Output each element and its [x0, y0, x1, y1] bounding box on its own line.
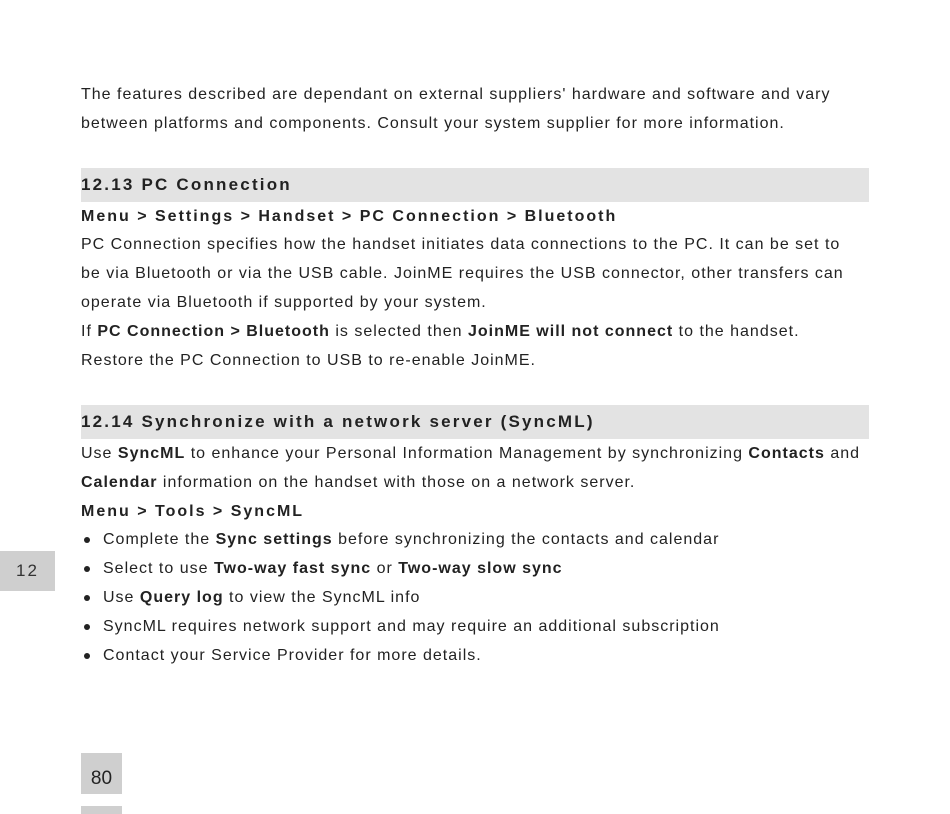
pc-connection-description — [81, 230, 871, 375]
text: before synchronizing the contacts and calendar — [332, 531, 720, 548]
page-number: 80 — [81, 753, 122, 794]
text: or — [371, 560, 399, 577]
text: to view the SyncML info — [223, 589, 421, 606]
body-line: be via Bluetooth or via the USB cable. JoinME requires the USB connector, other transfers can — [81, 265, 844, 282]
section-header-pc-connection: 12.13 PC Connection — [81, 168, 869, 202]
body-line: Restore the PC Connection to USB to re-enable JoinME. — [81, 352, 536, 369]
text: to the handset. — [673, 323, 800, 340]
bold-term: Sync settings — [215, 531, 333, 548]
list-item — [81, 525, 871, 554]
syncml-bullet-list — [81, 525, 871, 670]
menu-path-syncml: Menu > Tools > SyncML — [81, 503, 305, 520]
list-item — [81, 554, 871, 583]
list-item: SyncML requires network support and may require an additional subscription — [81, 612, 871, 641]
bold-term: JoinME will not connect — [467, 323, 674, 340]
text: Use — [81, 445, 118, 462]
list-item — [81, 583, 871, 612]
bold-term: Contacts — [748, 445, 825, 462]
text: is selected then — [329, 323, 468, 340]
body-line — [81, 468, 871, 497]
bold-term: Query log — [139, 589, 224, 606]
text: Use — [103, 589, 140, 606]
text: information on the handset with those on a network server. — [157, 474, 636, 491]
warning-line — [81, 317, 871, 346]
text: and — [824, 445, 861, 462]
bold-term: PC Connection > Bluetooth — [97, 323, 330, 340]
syncml-description — [81, 439, 871, 497]
bold-term: SyncML — [117, 445, 186, 462]
bold-term: Two-way fast sync — [213, 560, 372, 577]
intro-line: between platforms and components. Consult your system supplier for more information. — [81, 115, 785, 132]
text: to enhance your Personal Information Management by synchronizing — [185, 445, 749, 462]
section-header-syncml: 12.14 Synchronize with a network server (SyncML) — [81, 405, 869, 439]
body-line: operate via Bluetooth if supported by your system. — [81, 294, 487, 311]
intro-paragraph — [81, 80, 871, 138]
text: If — [81, 323, 98, 340]
chapter-tab: 12 — [0, 551, 55, 591]
bold-term: Two-way slow sync — [398, 560, 563, 577]
page-number-footer-block — [81, 806, 122, 814]
list-item: Contact your Service Provider for more details. — [81, 641, 871, 670]
text: Complete the — [103, 531, 216, 548]
body-line — [81, 439, 871, 468]
body-line: PC Connection specifies how the handset initiates data connections to the PC. It can be set to — [81, 236, 841, 253]
text: Select to use — [103, 560, 214, 577]
bold-term: Calendar — [81, 474, 158, 491]
intro-line: The features described are dependant on external suppliers' hardware and software and vary — [81, 86, 831, 103]
menu-path-pc-connection: Menu > Settings > Handset > PC Connection > Bluetooth — [81, 208, 618, 225]
